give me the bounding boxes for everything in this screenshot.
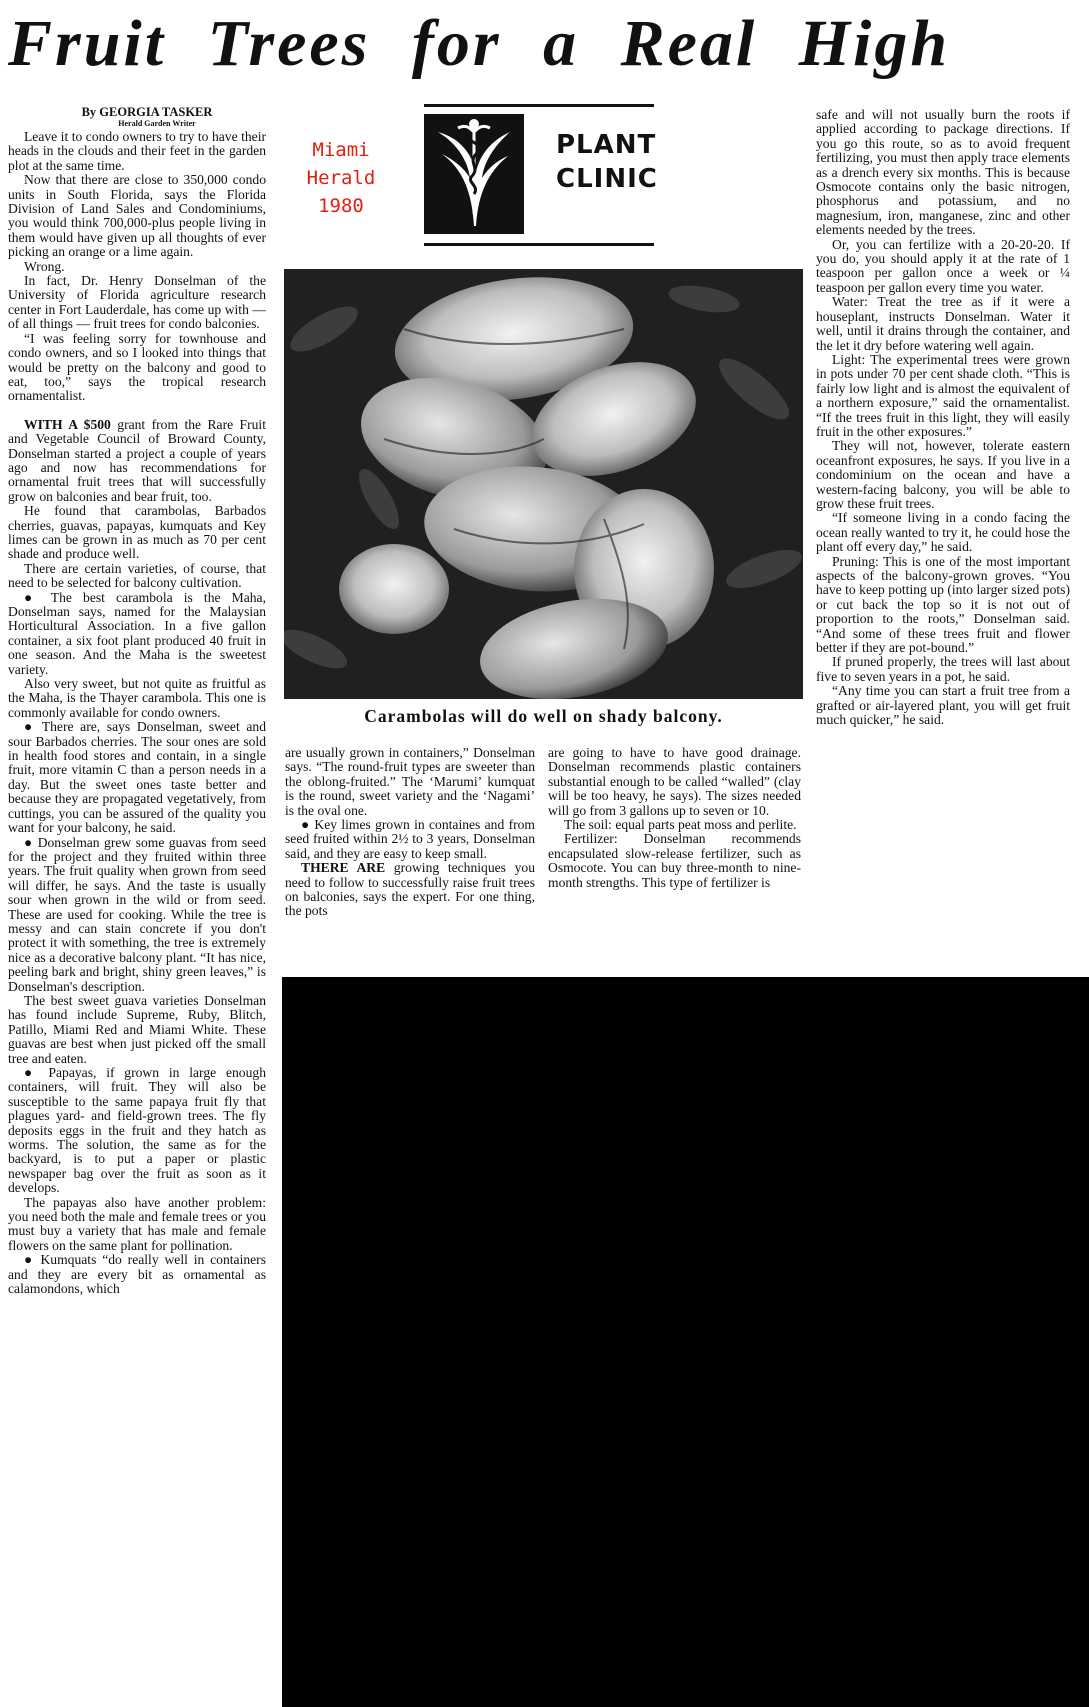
paragraph: In fact, Dr. Henry Donselman of the University of Florida agriculture research center in Fort Lauderdale, has come up with — of all things — fruit trees for condo balconies.: [8, 273, 266, 332]
paragraph: [8, 418, 266, 504]
column-4: [816, 108, 1070, 727]
paragraph: “If someone living in a condo facing the ocean really wanted to try it, he could hose the plant off every day,” he said.: [816, 510, 1070, 555]
paragraph: The best sweet guava varieties Donselman has found include Supreme, Ruby, Blitch, Patillo, Miami Red and Miami White. These guavas are best when just picked off the small tree and eaten.: [8, 992, 266, 1066]
paragraph: Fertilizer: Donselman recommends encapsulated slow-release fertilizer, such as Osmocote. You can buy three-month to nine-month strengths. This type of fertilizer is: [548, 831, 801, 890]
plant-clinic-logo: [424, 104, 658, 246]
paragraph: Water: Treat the tree as if it were a houseplant, instructs Donselman. Water it well, until it drains through the container, and the let it dry before watering well again.: [816, 294, 1070, 353]
logo-rule: [424, 104, 654, 107]
headline: Fruit Trees for a Real High: [8, 7, 951, 80]
paragraph: He found that carambolas, Barbados cherries, guavas, papayas, kumquats and Key limes can be grown in as much as 70 per cent shade and produce well.: [8, 503, 266, 562]
paragraph: ● Kumquats “do really well in containers and they are every bit as ornamental as calamondons, which: [8, 1252, 266, 1297]
paragraph-text: growing techniques you need to follow to successfully raise fruit trees on balconies, says the expert. For one thing, the pots: [285, 860, 535, 919]
byline-name: By GEORGIA TASKER: [81, 105, 213, 119]
paragraph-text: grant from the Rare Fruit and Vegetable Council of Broward County, Donselman started a project a couple of years ago and now has recommendations for ornamental fruit trees that will successfully grow on balconies and bear fruit, too.: [8, 416, 266, 504]
paragraph: If pruned properly, the trees will last about five to seven years in a pot, he said.: [816, 654, 1070, 684]
logo-line: CLINIC: [556, 164, 658, 194]
paragraph: Or, you can fertilize with a 20-20-20. If you do, you should apply it at the rate of 1 teaspoon per gallon once a week or ¼ teaspoon per gallon every time you water.: [816, 236, 1070, 295]
column-2: [285, 746, 535, 919]
byline-title: Herald Garden Writer: [118, 119, 196, 128]
paragraph: Light: The experimental trees were grown in pots under 70 per cent shade cloth. “This is fairly low light and is almost the equivalent of a northern exposure,” said the ornamentalist. “If the trees fruit in this light, they will easily fruit in the other exposures.”: [816, 351, 1070, 439]
column-1: [8, 106, 266, 1297]
paragraph: They will not, however, tolerate eastern oceanfront exposures, he says. If you live in a condominium on the ocean and have a western-facing balcony, you will be able to grow these fruit trees.: [816, 438, 1070, 511]
newspaper-stamp: [286, 136, 396, 220]
paragraph: are going to have to have good drainage. Donselman recommends plastic containers substantial enough to be called “walled” (clay will be too heavy, he says). The sizes needed will go from 3 gallons up to seven or 10.: [548, 745, 801, 818]
carambola-fruit-photo: [284, 269, 803, 699]
paragraph: safe and will not usually burn the roots if applied according to package directions. If you go this route, so as to avoid frequent fertilizing, you must then apply trace elements as a drench every six months. This is because Osmocote contains only the basic nitrogen, phosphorus and potassium, and no magnesium, iron, manganese, zinc and other elements needed by the trees.: [816, 107, 1070, 238]
paragraph: Leave it to condo owners to try to have their heads in the clouds and their feet in the garden plot at the same time.: [8, 129, 266, 173]
logo-rule: [424, 243, 654, 246]
paragraph: The papayas also have another problem: you need both the male and female trees or you must buy a variety that has male and female flowers on the same plant for pollination.: [8, 1194, 266, 1253]
logo-line: PLANT: [556, 130, 657, 160]
paragraph: ● Papayas, if grown in large enough containers, will fruit. They will also be susceptible to the same papaya fruit fly that plagues yard- and field-grown trees. The fly deposits eggs in the fruit and they hatch as worms. The solution, the same as for the backyard, is to put a paper or plastic newspaper bag over the fruit as soon as it develops.: [8, 1065, 266, 1196]
logo-title: [556, 128, 658, 196]
black-redacted-area: [282, 977, 1089, 1707]
paragraph: Pruning: This is one of the most important aspects of the balcony-grown groves. “You have to keep potting up (into larger sized pots) or cut back the top so it is not out of proportion to the roots,” Donselman said. “And some of these trees fruit and flower better if they are pot-bound.”: [816, 553, 1070, 656]
paragraph: ● The best carambola is the Maha, Donselman says, named for the Malaysian Horticultural Association. In a five gallon container, a six foot plant produced 40 fruit in one season. And the Maha is the sweetest variety.: [8, 589, 266, 677]
paragraph: ● Donselman grew some guavas from seed for the project and they fruited within three years. The fruit quality when grown from seed will differ, he says. And the taste is usually sour when grown in the wild or from seed. These are used for cooking. While the tree is messy and can stain concrete if you don't protect it with something, the tree is extremely nice as a decorative balcony plant. “It has nice, peeling bark and bright, shiny green leaves,” is Donselman's description.: [8, 834, 266, 994]
paragraph: There are certain varieties, of course, that need to be selected for balcony cultivation.: [8, 560, 266, 591]
caduceus-flower-icon: [424, 114, 524, 234]
stamp-line: Miami: [312, 139, 370, 161]
paragraph: ● There are, says Donselman, sweet and sour Barbados cherries. The sour ones are sold in health food stores and contain, in a single fruit, more vitamin C than a person needs in a day. But the sweet ones taste better and because they are propagated vegetatively, from cuttings, you can be assured of the quality you want for your balcony, he said.: [8, 719, 266, 836]
paragraph: Now that there are close to 350,000 condo units in South Florida, says the Florida Division of Land Sales and Condominiums, you would think 700,000-plus people living in them would have given up all thoughts of ever picking an orange or a lime again.: [8, 172, 266, 260]
paragraph: “Any time you can start a fruit tree from a grafted or air-layered plant, you will get fruit much quicker,” he said.: [816, 683, 1070, 728]
paragraph: The soil: equal parts peat moss and perlite.: [564, 817, 797, 833]
paragraph: Wrong.: [24, 258, 65, 274]
section-lead: WITH A $500: [24, 416, 111, 432]
photo-caption: Carambolas will do well on shady balcony.: [364, 706, 723, 726]
paragraph: [285, 861, 535, 919]
paragraph: “I was feeling sorry for townhouse and condo owners, and so I looked into things that would be pretty on the balcony and good to eat, too,” says the tropical research ornamentalist.: [8, 330, 266, 404]
paragraph: are usually grown in containers,” Donselman says. “The round-fruit types are sweeter than the oblong-fruited.” The ‘Marumi’ kumquat is the round, sweet variety and the ‘Nagami’ is the oval one.: [285, 745, 535, 818]
stamp-line: 1980: [318, 195, 364, 217]
section-lead: THERE ARE: [301, 860, 386, 876]
column-3: [548, 746, 801, 890]
paragraph: ● Key limes grown in containes and from seed fruited within 2½ to 3 years, Donselman said, and they are easy to keep small.: [285, 817, 535, 861]
paragraph: Also very sweet, but not quite as fruitful as the Maha, is the Thayer carambola. This one is commonly available for condo owners.: [8, 676, 266, 720]
stamp-line: Herald: [306, 167, 376, 189]
